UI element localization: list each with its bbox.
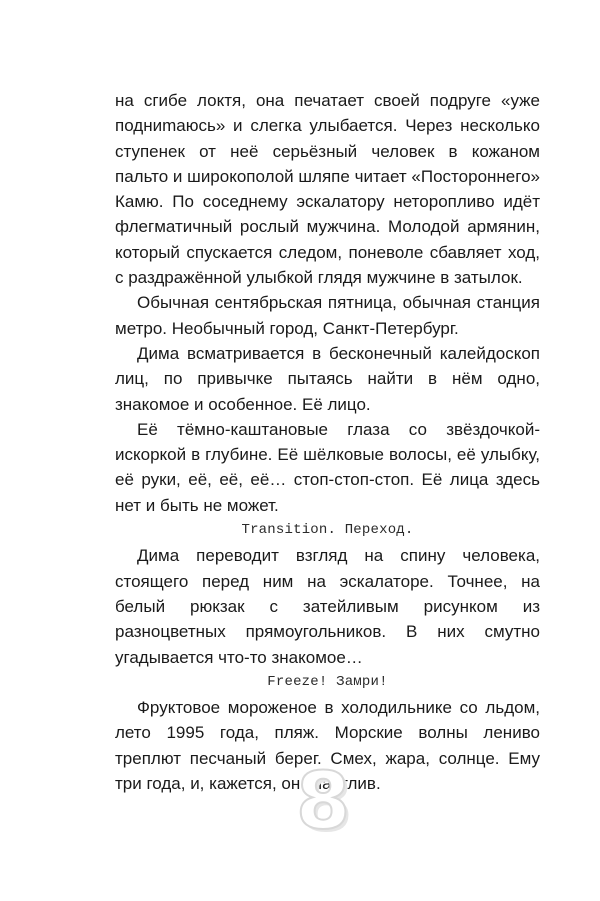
page-number: 8 <box>296 757 351 847</box>
page-body <box>115 88 540 796</box>
paragraph-escalator: на сгибе локтя, она печатает своей подруге «уже подниmаюсь» и слегка улыбается. Через несколько ступенек от неё серьёзный человек в кожаном пальто и широкополой шляпе читает «Постороннего» Камю. По соседнему эскалатору неторопливо идёт флегматичный рослый мужчина. Молодой армянин, который спускается следом, поневоле сбавляет ход, с раздражённой улыбкой глядя мужчине в затылок. <box>115 91 540 288</box>
scene-transition-heading: Transition. Переход. <box>241 522 414 539</box>
paragraph-kaleidoscope: Дима всматривается в бесконечный калейдоскоп лиц, по привычке пытаясь найти в нём одно, знакомое и особенное. Её лицо. <box>115 343 540 414</box>
scene-freeze-heading: Freeze! Замри! <box>267 673 388 690</box>
paragraph-her-eyes: Её тёмно-каштановые глаза со звёздочкой-искоркой в глубине. Её шёлковые волосы, её улыбку, её руки, её, её, её… стоп-стоп-стоп. Её лица здесь нет и быть не может. <box>115 419 540 515</box>
paragraph-beach-1995: Фруктовое мороженое в холодильнике со льдом, лето 1995 года, пляж. Морские волны лениво треплют песчаный берег. Смех, жара, солнце. Ему три года, и, кажется, он счастлив. <box>115 698 540 794</box>
paragraph-backpack: Дима переводит взгляд на спину человека, стоящего перед ним на эскалаторе. Точнее, на белый рюкзак с затейливым рисунком из разноцветных прямоугольников. В них смутно угадывается что-то знакомое… <box>115 546 540 667</box>
paragraph-friday: Обычная сентябрьская пятница, обычная станция метро. Необычный город, Санкт-Петербург. <box>115 293 540 338</box>
